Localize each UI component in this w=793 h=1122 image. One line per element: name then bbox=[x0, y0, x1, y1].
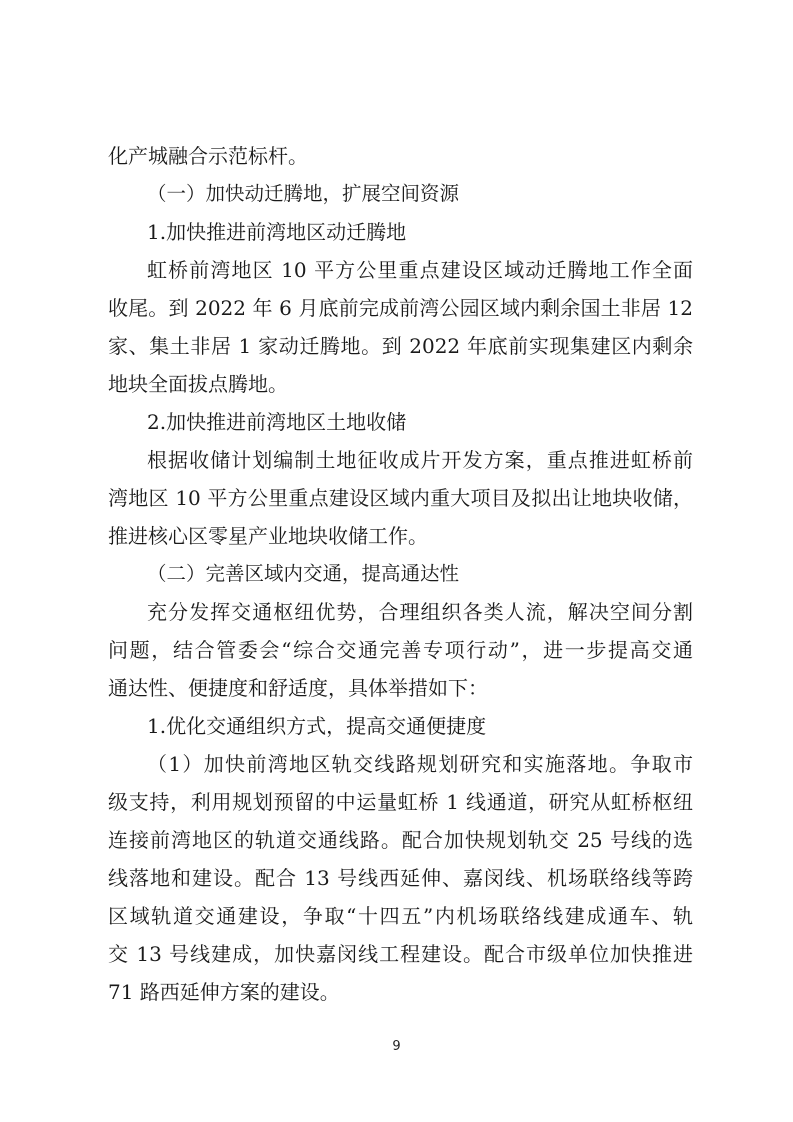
paragraph-line: 虹桥前湾地区 10 平方公里重点建设区域动迁腾地工作全面 bbox=[147, 258, 693, 282]
paragraph-line: 收尾。到 2022 年 6 月底前完成前湾公园区域内剩余国土非居 12 bbox=[108, 296, 693, 320]
paragraph-line: （1）加快前湾地区轨交线路规划研究和实施落地。争取市 bbox=[147, 752, 693, 776]
paragraph-line: 湾地区 10 平方公里重点建设区域内重大项目及拟出让地块收储， bbox=[108, 486, 693, 510]
paragraph-line: 通达性、便捷度和舒适度，具体举措如下： bbox=[108, 676, 488, 700]
paragraph-line: 问题，结合管委会“综合交通完善专项行动”，进一步提高交通 bbox=[108, 638, 693, 662]
paragraph-line: 区域轨道交通建设，争取“十四五”内机场联络线建成通车、轨 bbox=[108, 904, 693, 928]
subsection-heading: 1.加快推进前湾地区动迁腾地 bbox=[147, 220, 407, 244]
paragraph-line: 线落地和建设。配合 13 号线西延伸、嘉闵线、机场联络线等跨 bbox=[108, 866, 693, 890]
subsection-heading: 2.加快推进前湾地区土地收储 bbox=[147, 410, 407, 434]
paragraph-line: 家、集土非居 1 家动迁腾地。到 2022 年底前实现集建区内剩余 bbox=[108, 334, 693, 358]
subsection-heading: 1.优化交通组织方式，提高交通便捷度 bbox=[147, 714, 487, 738]
section-heading: （一）加快动迁腾地，扩展空间资源 bbox=[147, 182, 460, 205]
page-number: 9 bbox=[392, 1039, 401, 1054]
paragraph-line: 推进核心区零星产业地块收储工作。 bbox=[108, 524, 428, 548]
paragraph-line: 交 13 号线建成，加快嘉闵线工程建设。配合市级单位加快推进 bbox=[108, 942, 693, 966]
paragraph-line: 根据收储计划编制土地征收成片开发方案，重点推进虹桥前 bbox=[147, 448, 693, 472]
paragraph-line: 地块全面拔点腾地。 bbox=[108, 372, 288, 396]
paragraph-line: 连接前湾地区的轨道交通线路。配合加快规划轨交 25 号线的选 bbox=[108, 828, 693, 852]
paragraph-line: 充分发挥交通枢纽优势，合理组织各类人流，解决空间分割 bbox=[147, 600, 693, 624]
paragraph-line: 级支持，利用规划预留的中运量虹桥 1 线通道，研究从虹桥枢纽 bbox=[108, 790, 693, 814]
section-heading: （二）完善区域内交通，提高通达性 bbox=[147, 562, 460, 585]
paragraph-line: 化产城融合示范标杆。 bbox=[108, 144, 308, 168]
paragraph-line: 71 路西延伸方案的建设。 bbox=[108, 980, 340, 1004]
